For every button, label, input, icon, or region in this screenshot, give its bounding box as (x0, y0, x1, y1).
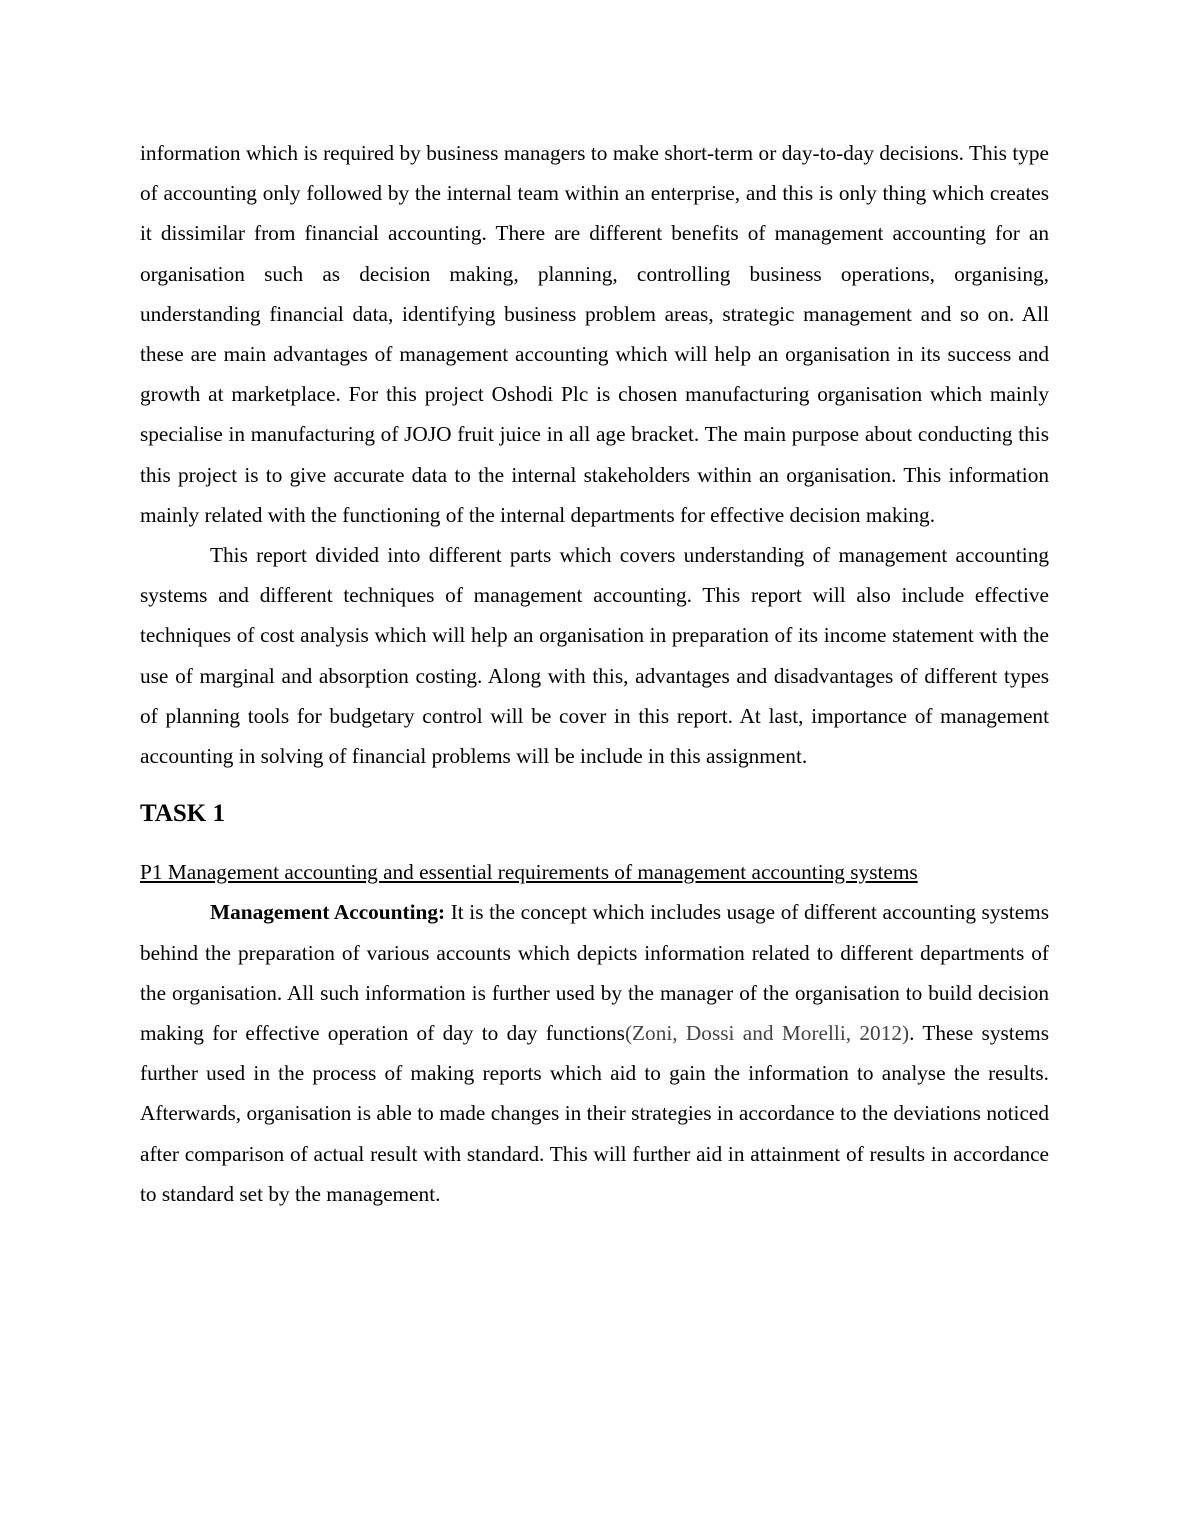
p1-subheading: P1 Management accounting and essential requirements of management accounting systems (140, 860, 918, 885)
intro-paragraph-continued: information which is required by business managers to make short-term or day-to-day decisions. This type of accounting only followed by the internal team within an enterprise, and this is only thing which creates it dissimilar from financial accounting. There are different benefits of management accounting for an organisation such as decision making, planning, controlling business operations, organising, understanding financial data, identifying business problem areas, strategic management and so on. All these are main advantages of management accounting which will help an organisation in its success and growth at marketplace. For this project Oshodi Plc is chosen manufacturing organisation which mainly specialise in manufacturing of JOJO fruit juice in all age bracket. The main purpose about conducting this this project is to give accurate data to the internal stakeholders within an organisation. This information mainly related with the functioning of the internal departments for effective decision making. (140, 141, 1049, 527)
paragraph-text-part1: It is the concept which includes usage of different accounting systems behind the preparation of various accounts which depicts information related to different departments of the organisation. All such information is further used by the manager of the organisation to build decision making for effective operation of day to day functions (140, 900, 1050, 1046)
citation: (Zoni, Dossi and Morelli, 2012) (624, 1021, 910, 1046)
document-page (140, 133, 1049, 1214)
report-structure-paragraph: This report divided into different parts which covers understanding of management accounting systems and different techniques of management accounting. This report will also include effective techniques of cost analysis which will help an organisation in preparation of its income statement with the use of marginal and absorption costing. Along with this, advantages and disadvantages of different types of planning tools for budgetary control will be cover in this report. At last, importance of management accounting in solving of financial problems will be include in this assignment. (140, 543, 1049, 769)
management-accounting-paragraph (140, 892, 1049, 1214)
task-heading: TASK 1 (140, 800, 225, 828)
term-label: Management Accounting: (210, 900, 446, 925)
paragraph-text-part2: . These systems further used in the process of making reports which aid to gain the information to analyse the results. Afterwards, organisation is able to made changes in their strategies in accordance to the deviations noticed after comparison of actual result with standard. This will further aid in attainment of results in accordance to standard set by the management. (140, 1021, 1049, 1206)
